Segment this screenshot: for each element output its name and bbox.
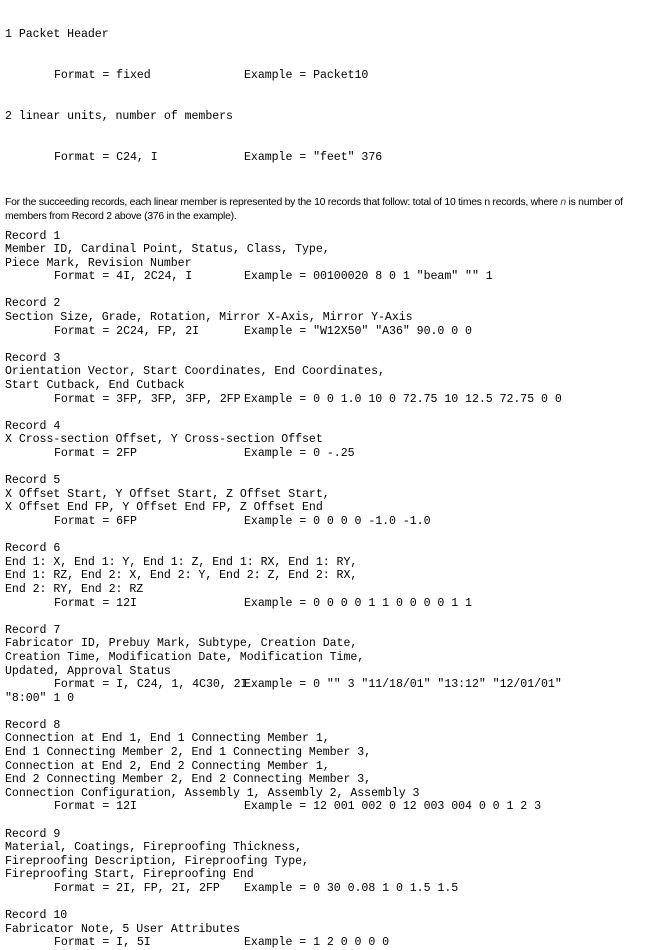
example-value: Example = 0 30 0.08 1 0 1.5 1.5 xyxy=(244,882,459,895)
record-block xyxy=(5,814,655,896)
record-fields-line: Orientation Vector, Start Coordinates, End Coordinates, xyxy=(5,365,385,379)
format-spec: Format = I, C24, 1, 4C30, 2I xyxy=(54,678,248,692)
record-format-line xyxy=(5,270,655,284)
record-block xyxy=(5,284,655,338)
record-spacer xyxy=(5,461,655,475)
example-continuation: "8:00" 1 0 xyxy=(5,691,75,705)
header-record-format-line xyxy=(5,151,655,165)
record-fields-line: Start Cutback, End Cutback xyxy=(5,379,185,393)
record-format-line xyxy=(5,325,655,339)
record-title: Record 10 xyxy=(5,909,68,923)
record-spacer xyxy=(5,814,655,828)
example-value: Example = "feet" 376 xyxy=(244,150,383,164)
document xyxy=(5,1,655,950)
record-block xyxy=(5,461,655,529)
record-title: Record 6 xyxy=(5,542,61,556)
record-title: Record 8 xyxy=(5,718,61,732)
record-title: Record 5 xyxy=(5,474,61,488)
example-value: Example = 0 -.25 xyxy=(244,447,355,460)
record-title: Record 4 xyxy=(5,419,61,433)
record-block xyxy=(5,896,655,950)
record-fields-line: X Offset Start, Y Offset Start, Z Offset Start, xyxy=(5,487,330,501)
record-fields-line: End 2: RY, End 2: RZ xyxy=(5,582,144,596)
format-spec: Format = 4I, 2C24, I xyxy=(54,270,193,284)
format-spec: Format = fixed xyxy=(54,68,151,82)
example-value: Example = Packet10 xyxy=(244,68,369,82)
example-value: Example = "W12X50" "A36" 90.0 0 0 xyxy=(244,324,472,338)
record-block xyxy=(5,406,655,460)
format-spec: Format = 2C24, FP, 2I xyxy=(54,324,200,338)
record-format-line xyxy=(5,597,655,611)
format-spec: Format = 12I xyxy=(54,596,137,610)
record-format-line xyxy=(5,447,655,461)
records-list xyxy=(5,230,655,950)
intro-variable: n xyxy=(560,197,566,209)
record-spacer xyxy=(5,610,655,624)
example-value: Example = 00100020 8 0 1 "beam" "" 1 xyxy=(244,270,493,284)
record-fields-line: End 2 Connecting Member 2, End 2 Connecting Member 3, xyxy=(5,773,372,787)
intro-text-end: is number of members from Record 2 above (376 in the example). xyxy=(5,197,623,222)
format-spec: Format = 12I xyxy=(54,800,137,814)
example-value: Example = 0 "" 3 "11/18/01" "13:12" "12/01/01" xyxy=(244,678,562,692)
example-value: Example = 1 2 0 0 0 0 xyxy=(244,936,390,950)
record-spacer xyxy=(5,896,655,910)
format-spec: Format = 6FP xyxy=(54,514,137,528)
record-fields-line: End 1: RZ, End 2: X, End 2: Y, End 2: Z, End 2: RX, xyxy=(5,569,358,583)
record-fields-line: Fireproofing Description, Fireproofing Type, xyxy=(5,854,309,868)
record-title: Record 3 xyxy=(5,351,61,365)
record-spacer xyxy=(5,406,655,420)
format-spec: Format = 2FP xyxy=(54,447,137,460)
record-spacer xyxy=(5,338,655,352)
header-record-format-line xyxy=(5,69,655,83)
header-record-title: 1 Packet Header xyxy=(5,28,109,42)
record-fields-line: Updated, Approval Status xyxy=(5,664,171,678)
example-value: Example = 0 0 0 0 1 1 0 0 0 0 1 1 xyxy=(244,596,472,610)
format-spec: Format = 2I, FP, 2I, 2FP xyxy=(54,882,220,895)
record-fields-line: Creation Time, Modification Date, Modification Time, xyxy=(5,650,365,664)
record-spacer xyxy=(5,529,655,543)
intro-text: For the succeeding records, each linear member is represented by the 10 records that follow: total of 10 times n records, where xyxy=(5,197,561,209)
record-block xyxy=(5,338,655,406)
record-fields-line: Fabricator ID, Prebuy Mark, Subtype, Creation Date, xyxy=(5,637,358,651)
example-value: Example = 12 001 002 0 12 003 004 0 0 1 2 3 xyxy=(244,800,542,814)
packet-header-section xyxy=(5,1,655,191)
record-fields-line: Connection at End 1, End 1 Connecting Member 1, xyxy=(5,732,330,746)
record-title: Record 2 xyxy=(5,297,61,311)
format-spec: Format = 3FP, 3FP, 3FP, 2FP xyxy=(54,392,241,406)
record-title: Record 1 xyxy=(5,229,61,243)
record-format-line xyxy=(5,515,655,529)
record-format-line xyxy=(5,936,655,950)
format-spec: Format = I, 5I xyxy=(54,936,151,950)
record-format-line xyxy=(5,800,655,814)
record-title: Record 9 xyxy=(5,827,61,841)
record-block xyxy=(5,529,655,611)
format-spec: Format = C24, I xyxy=(54,150,158,164)
record-block xyxy=(5,230,655,284)
record-format-line xyxy=(5,678,655,692)
record-fields-line: Connection at End 2, End 2 Connecting Member 1, xyxy=(5,759,330,773)
record-format-line xyxy=(5,882,655,896)
record-fields-line: Piece Mark, Revision Number xyxy=(5,256,192,270)
record-fields-line: Connection Configuration, Assembly 1, Assembly 2, Assembly 3 xyxy=(5,786,420,800)
example-value: Example = 0 0 0 0 -1.0 -1.0 xyxy=(244,514,431,528)
record-format-line xyxy=(5,393,655,407)
example-value: Example = 0 0 1.0 10 0 72.75 10 12.5 72.75 0 0 xyxy=(244,392,562,406)
record-fields-line: Section Size, Grade, Rotation, Mirror X-Axis, Mirror Y-Axis xyxy=(5,311,413,325)
record-fields-line: X Cross-section Offset, Y Cross-section Offset xyxy=(5,433,323,447)
record-fields-line: X Offset End FP, Y Offset End FP, Z Offset End xyxy=(5,501,323,515)
record-spacer xyxy=(5,284,655,298)
record-title: Record 7 xyxy=(5,623,61,637)
record-fields-line: Fireproofing Start, Fireproofing End xyxy=(5,868,254,882)
record-block xyxy=(5,610,655,705)
intro-paragraph xyxy=(5,196,655,223)
record-fields-line: End 1: X, End 1: Y, End 1: Z, End 1: RX, End 1: RY, xyxy=(5,555,358,569)
record-fields-line: Member ID, Cardinal Point, Status, Class, Type, xyxy=(5,243,330,257)
record-block xyxy=(5,705,655,814)
record-spacer xyxy=(5,705,655,719)
record-fields-line: Fabricator Note, 5 User Attributes xyxy=(5,922,240,936)
header-record-title: 2 linear units, number of members xyxy=(5,109,233,123)
record-fields-line: Material, Coatings, Fireproofing Thickness, xyxy=(5,841,303,855)
record-fields-line: End 1 Connecting Member 2, End 1 Connecting Member 3, xyxy=(5,746,372,760)
